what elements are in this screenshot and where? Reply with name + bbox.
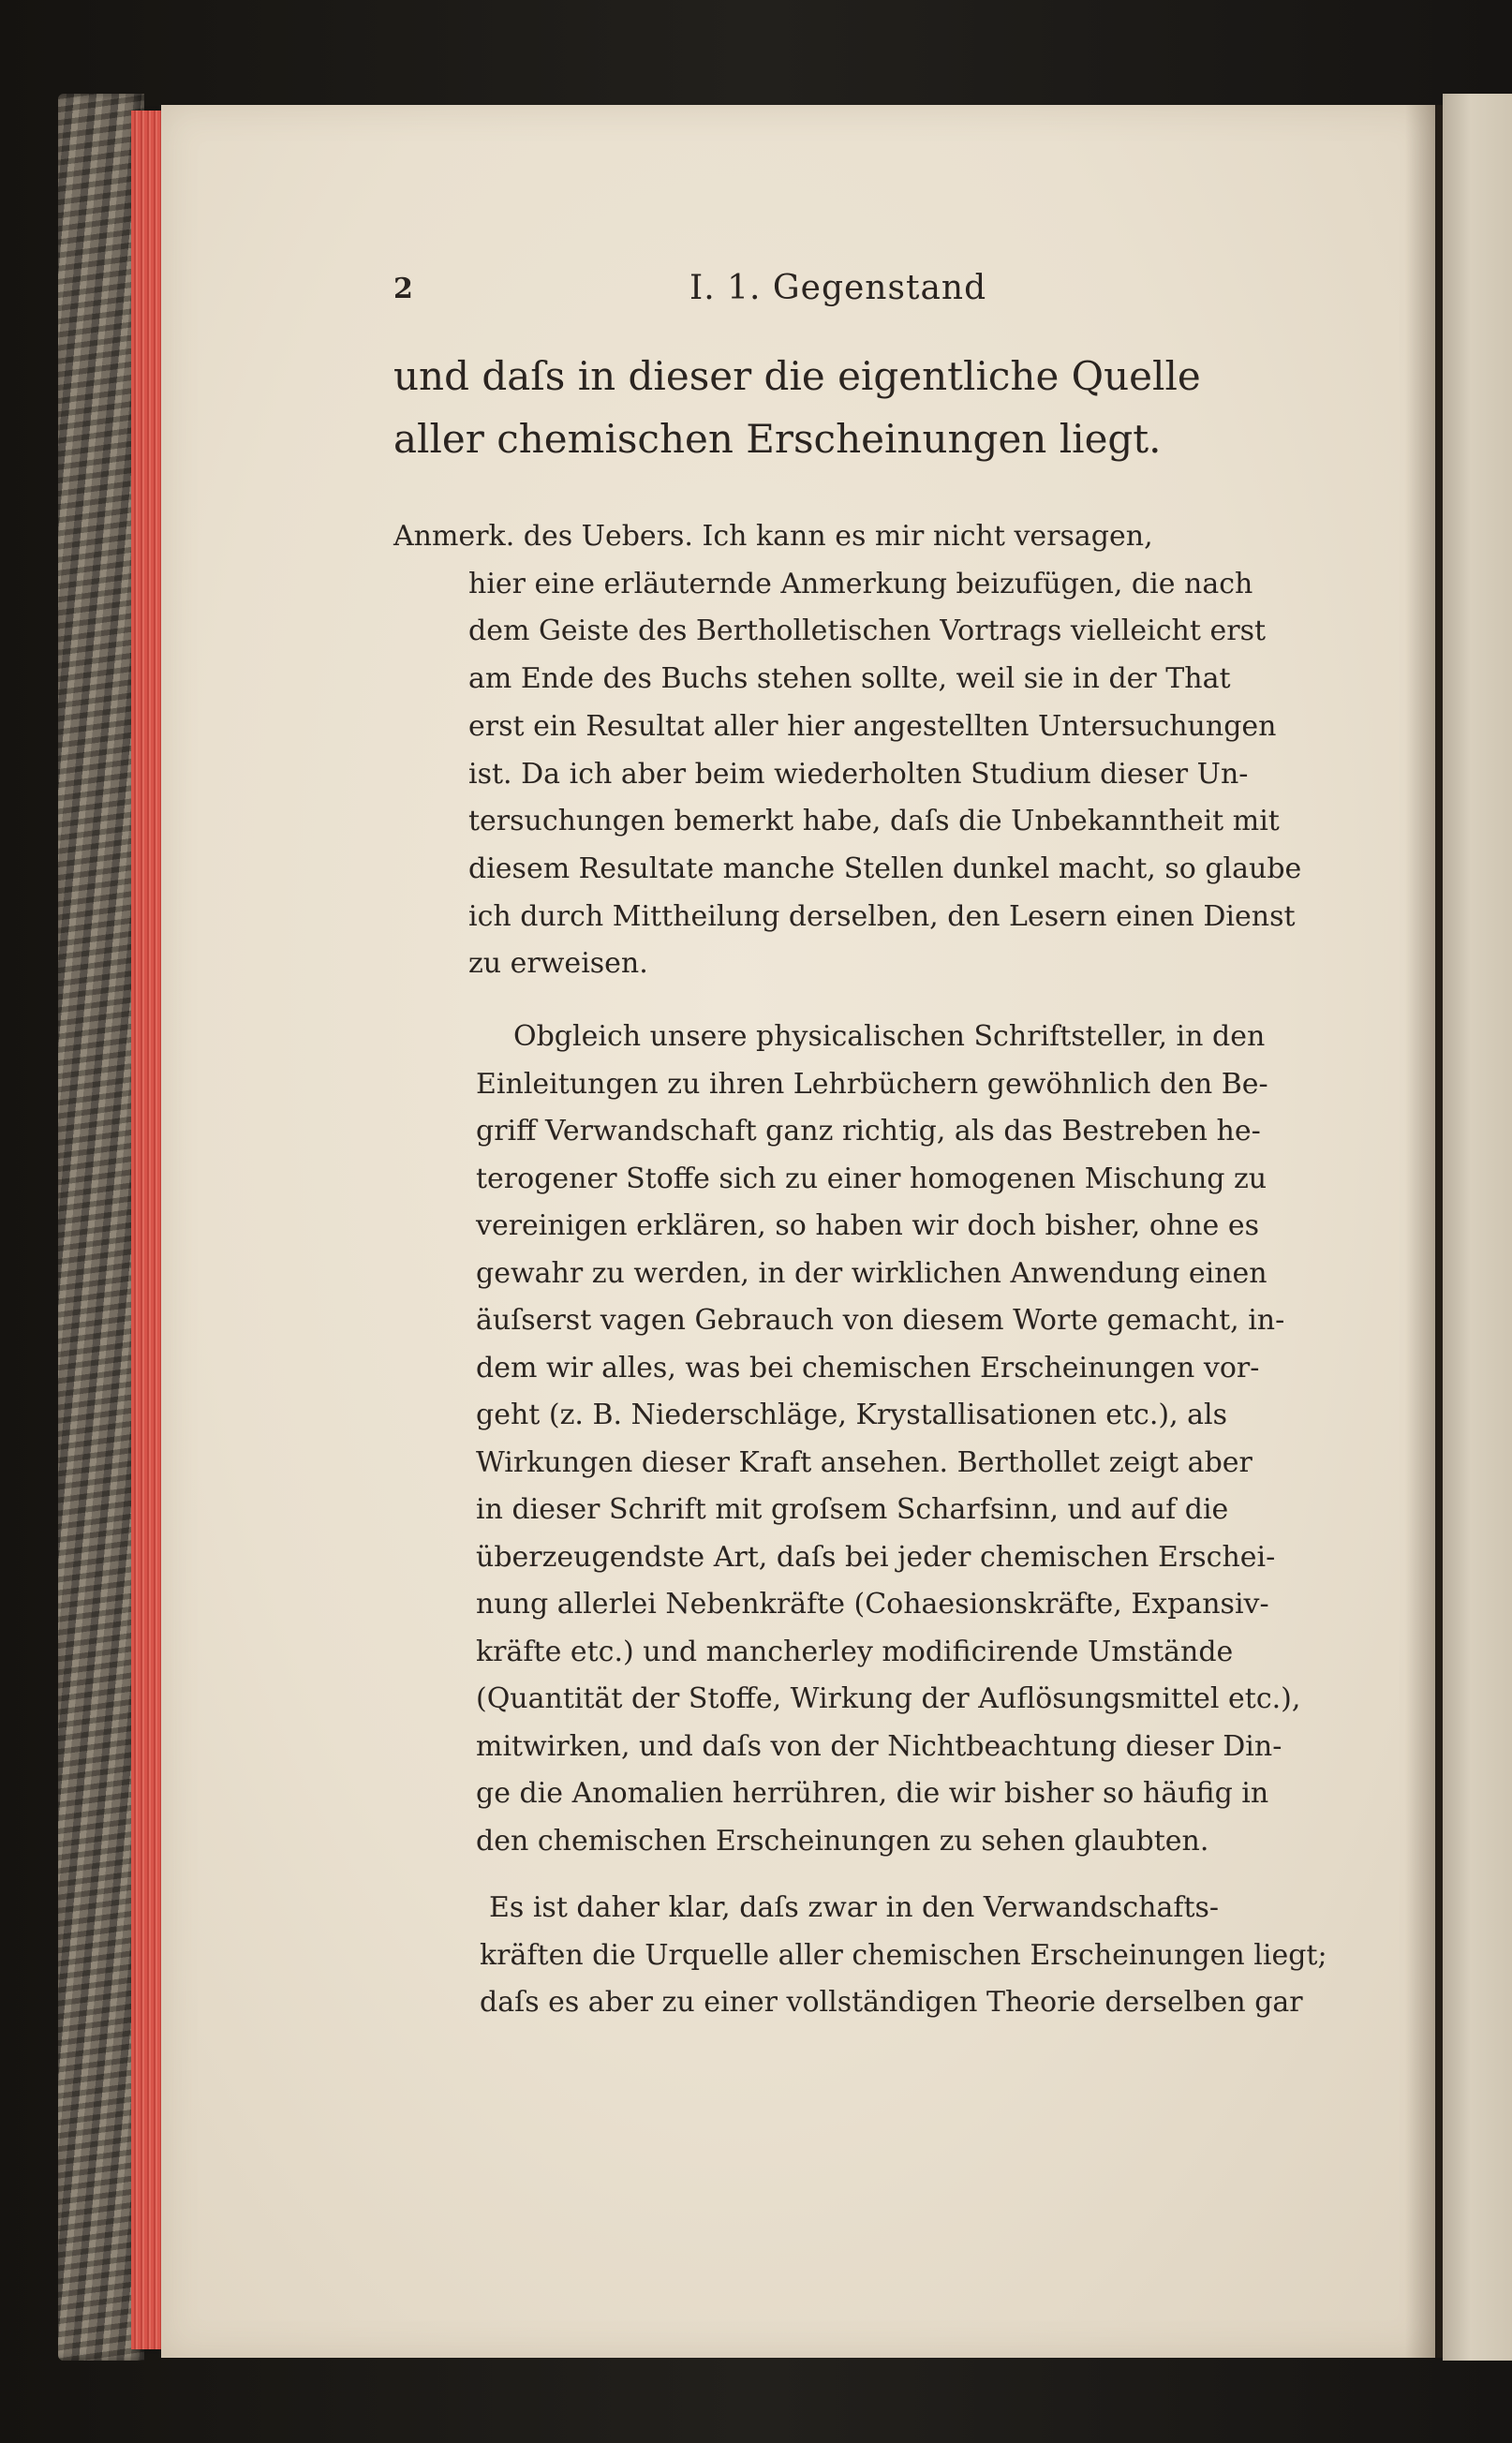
chapter-heading: I. 1. Gegenstand <box>689 269 987 307</box>
text-line: (Quantität der Stoffe, Wirkung der Auflösungsmittel etc.), <box>476 1682 1301 1715</box>
gutter-shadow <box>1405 105 1443 2358</box>
text-line: vereinigen erklären, so haben wir doch bisher, ohne es <box>476 1209 1259 1242</box>
text-line: in dieser Schrift mit groſsem Scharfsinn, und auf die <box>476 1493 1229 1526</box>
text-line: kräfte etc.) und mancherley modificirende Umstände <box>476 1635 1234 1668</box>
facing-page-edge <box>1443 94 1512 2361</box>
paragraph-1 <box>476 1014 1385 1865</box>
red-page-edges <box>131 111 165 2349</box>
text-line: mitwirken, und daſs von der Nichtbeachtung dieser Din- <box>476 1729 1282 1763</box>
text-line: Es ist daher klar, daſs zwar in den Verwandschafts- <box>489 1891 1220 1924</box>
text-line: dem wir alles, was bei chemischen Erscheinungen vor- <box>476 1351 1260 1384</box>
text-line: hier eine erläuternde Anmerkung beizufügen, die nach <box>468 567 1253 600</box>
text-line: überzeugendste Art, daſs bei jeder chemischen Erschei- <box>476 1540 1276 1574</box>
text-line: nung allerlei Nebenkräfte (Cohaesionskräfte, Expansiv- <box>476 1588 1269 1621</box>
text-line: daſs es aber zu einer vollständigen Theorie derselben gar <box>480 1986 1303 2019</box>
text-line: ich durch Mittheilung derselben, den Lesern einen Dienst <box>468 899 1296 933</box>
text-line: kräften die Urquelle aller chemischen Erscheinungen liegt; <box>480 1938 1327 1972</box>
text-line: und daſs in dieser die eigentliche Quelle <box>393 353 1201 399</box>
lead-text <box>393 345 1340 470</box>
text-line: am Ende des Buchs stehen sollte, weil sie in der That <box>468 662 1231 696</box>
text-line: äuſserst vagen Gebrauch von diesem Worte gemacht, in- <box>476 1304 1285 1337</box>
text-line: Wirkungen dieser Kraft ansehen. Berthollet zeigt aber <box>476 1445 1253 1479</box>
translator-note <box>393 513 1405 988</box>
text-line: erst ein Resultat aller hier angestellten Untersuchungen <box>468 709 1277 743</box>
text-line: den chemischen Erscheinungen zu sehen glaubten. <box>476 1824 1209 1858</box>
text-line: tersuchungen bemerkt habe, daſs die Unbekanntheit mit <box>468 805 1280 838</box>
text-line: ge die Anomalien herrühren, die wir bisher so häufig in <box>476 1777 1269 1810</box>
text-line: gewahr zu werden, in der wirklichen Anwendung einen <box>476 1256 1267 1290</box>
text-line: aller chemischen Erscheinungen liegt. <box>393 416 1162 462</box>
text-line: zu erweisen. <box>468 947 648 981</box>
text-line: terogener Stoffe sich zu einer homogenen Mischung zu <box>476 1162 1267 1195</box>
text-line: geht (z. B. Niederschläge, Krystallisationen etc.), als <box>476 1399 1228 1431</box>
page-number: 2 <box>393 273 413 305</box>
text-line: griff Verwandschaft ganz richtig, als das Bestreben he- <box>476 1115 1261 1147</box>
text-line: dem Geiste des Bertholletischen Vortrags vielleicht erst <box>468 614 1267 648</box>
text-line: ist. Da ich aber beim wiederholten Studium dieser Un- <box>468 757 1249 791</box>
text-line: diesem Resultate manche Stellen dunkel macht, so glaube <box>468 851 1302 885</box>
paragraph-2 <box>480 1885 1360 2027</box>
text-line: Einleitungen zu ihren Lehrbüchern gewöhnlich den Be- <box>476 1067 1268 1101</box>
text-line: Obgleich unsere physicalischen Schriftsteller, in den <box>513 1020 1266 1053</box>
text-line: Anmerk. des Uebers. Ich kann es mir nicht versagen, <box>393 520 1153 553</box>
